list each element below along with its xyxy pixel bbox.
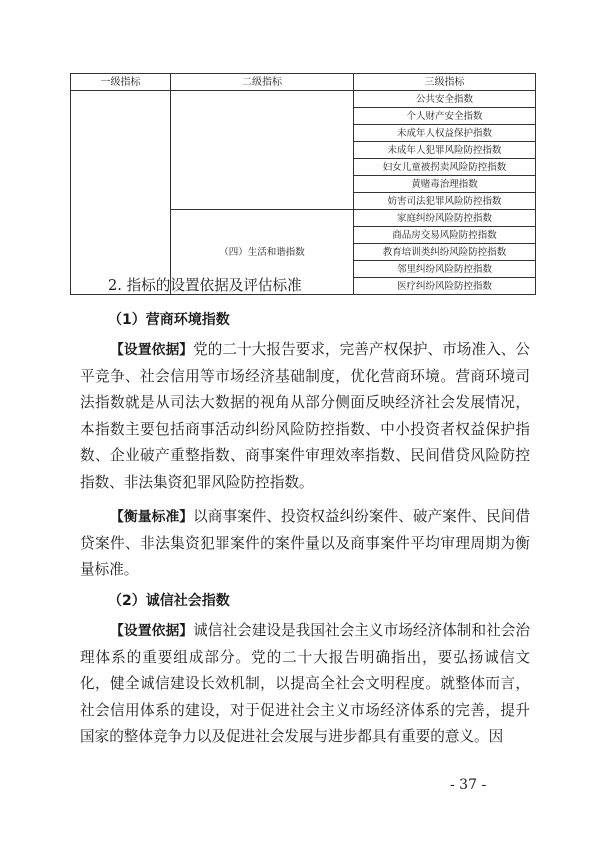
level3-cell: 公共安全指数 (354, 91, 536, 108)
table-row (71, 91, 536, 108)
paragraph-business-basis (80, 337, 530, 496)
table-header-row (71, 74, 536, 91)
measure-text: 以商事案件、投资权益纠纷案件、破产案件、民间借贷案件、非法集资犯罪案件的案件量以及商事案件平均审理周期为衡量标准。 (80, 508, 530, 578)
header-level2: 二级指标 (171, 74, 354, 91)
level3-cell: 未成年人权益保护指数 (354, 125, 536, 142)
basis-text: 党的二十大报告要求，完善产权保护、市场准入、公平竞争、社会信用等市场经济基础制度，优化营商环境。营商环境司法指数就是从司法大数据的视角从部分侧面反映经济社会发展情况，本指数主要包括商事活动纠纷风险防控指数、中小投资者权益保护指数、企业破产重整指数、商事案件审理效率指数、民间借贷风险防控指数、非法集资犯罪风险防控指数。 (80, 341, 530, 491)
level3-cell: 邻里纠纷风险防控指数 (354, 261, 536, 278)
subsection-heading-business: （1）营商环境指数 (108, 312, 230, 328)
measure-label: 【衡量标准】 (110, 509, 194, 525)
level1-cell-empty (71, 91, 171, 295)
level2-cell-life-harmony: （四）生活和谐指数 (171, 210, 354, 295)
basis-label: 【设置依据】 (110, 623, 194, 639)
section-heading: 2. 指标的设置依据及评估标准 (108, 277, 302, 294)
level3-cell: 家庭纠纷风险防控指数 (354, 210, 536, 227)
level3-cell: 未成年人犯罪风险防控指数 (354, 142, 536, 159)
basis-label: 【设置依据】 (110, 342, 194, 358)
level3-cell: 教育培训类纠纷风险防控指数 (354, 244, 536, 261)
level3-cell: 妇女儿童被拐卖风险防控指数 (354, 159, 536, 176)
header-level3: 三级指标 (354, 74, 536, 91)
header-level1: 一级指标 (71, 74, 171, 91)
level3-cell: 个人财产安全指数 (354, 108, 536, 125)
level3-cell: 黄赌毒治理指数 (354, 176, 536, 193)
subsection-heading-integrity: （2）诚信社会指数 (108, 593, 230, 609)
level3-cell: 商品房交易风险防控指数 (354, 227, 536, 244)
page-number: - 37 - (450, 777, 487, 793)
paragraph-business-measure (80, 504, 530, 584)
paragraph-integrity-basis (80, 618, 530, 751)
level3-cell: 医疗纠纷风险防控指数 (354, 278, 536, 295)
basis-text: 诚信社会建设是我国社会主义市场经济体制和社会治理体系的重要组成部分。党的二十大报告明确指出，要弘扬诚信文化，健全诚信建设长效机制，以提高全社会文明程度。就整体而言，社会信用体系的建设，对于促进社会主义市场经济体系的完善，提升国家的整体竞争力以及促进社会发展与进步都具有重要的意义。因 (80, 622, 530, 745)
level3-cell: 妨害司法犯罪风险防控指数 (354, 193, 536, 210)
level2-cell-empty (171, 91, 354, 210)
